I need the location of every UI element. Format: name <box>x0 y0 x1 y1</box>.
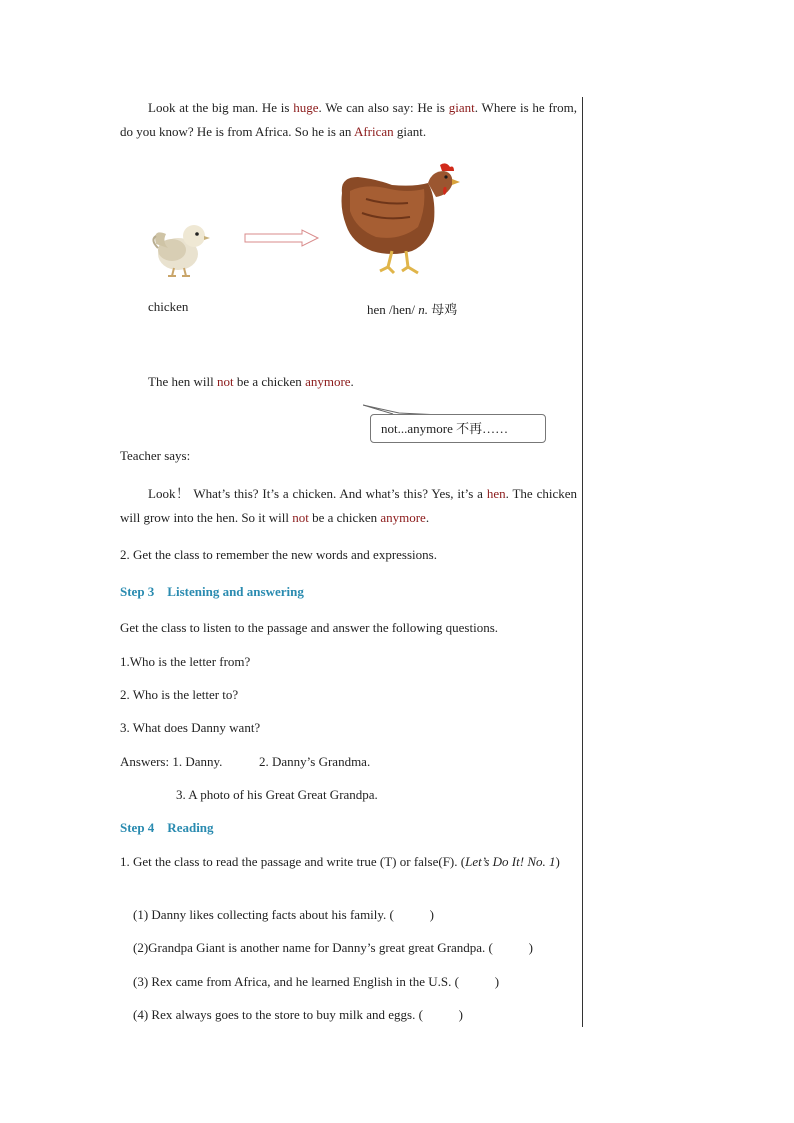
statement-4: (4) Rex always goes to the store to buy milk and eggs. ( ) <box>133 1007 463 1022</box>
question-2: 2. Who is the letter to? <box>120 687 239 702</box>
teacher-label: Teacher says: <box>120 448 191 463</box>
teacher-paragraph: Look！ What’s this? It’s a chicken. And what’s this? Yes, it’s a hen. The chicken will grow into the hen. So it will not be a chicken anymore. <box>120 486 577 525</box>
chick-image <box>148 214 210 278</box>
example-sentence: The hen will not be a chicken anymore. <box>148 374 354 389</box>
callout-note: not...anymore 不再…… <box>370 414 546 443</box>
item-2: 2. Get the class to remember the new words and expressions. <box>120 547 437 562</box>
step4-task: 1. Get the class to read the passage and write true (T) or false(F). (Let’s Do It! No. 1) <box>120 854 560 869</box>
word-giant: giant <box>448 100 475 115</box>
step4-heading: Step 4 Reading <box>120 820 214 835</box>
hen-image <box>336 163 460 277</box>
question-3: 3. What does Danny want? <box>120 720 261 735</box>
word-african: African <box>353 124 394 139</box>
answers-2: 2. Danny’s Grandma. <box>259 754 371 769</box>
chicken-label: chicken <box>148 299 189 314</box>
statement-2: (2)Grandpa Giant is another name for Danny’s great great Grandpa. ( ) <box>133 940 533 955</box>
question-1: 1.Who is the letter from? <box>120 654 251 669</box>
step3-instruction: Get the class to listen to the passage and answer the following questions. <box>120 620 499 635</box>
step3-heading: Step 3 Listening and answering <box>120 584 304 599</box>
statement-1: (1) Danny likes collecting facts about his family. ( ) <box>133 907 434 922</box>
intro-paragraph: Look at the big man. He is huge. We can also say: He is giant. Where is he from, do you know? He is from Africa. So he is an African giant. <box>120 100 578 139</box>
answers-1: Answers: 1. Danny. <box>120 754 223 769</box>
answers-3: 3. A photo of his Great Great Grandpa. <box>176 787 378 802</box>
right-arrow-icon <box>244 229 320 247</box>
margin-rule <box>582 97 583 1027</box>
statement-3: (3) Rex came from Africa, and he learned English in the U.S. ( ) <box>133 974 500 989</box>
word-huge: huge <box>293 100 319 115</box>
hen-label: hen /hen/ n. 母鸡 <box>367 302 458 317</box>
